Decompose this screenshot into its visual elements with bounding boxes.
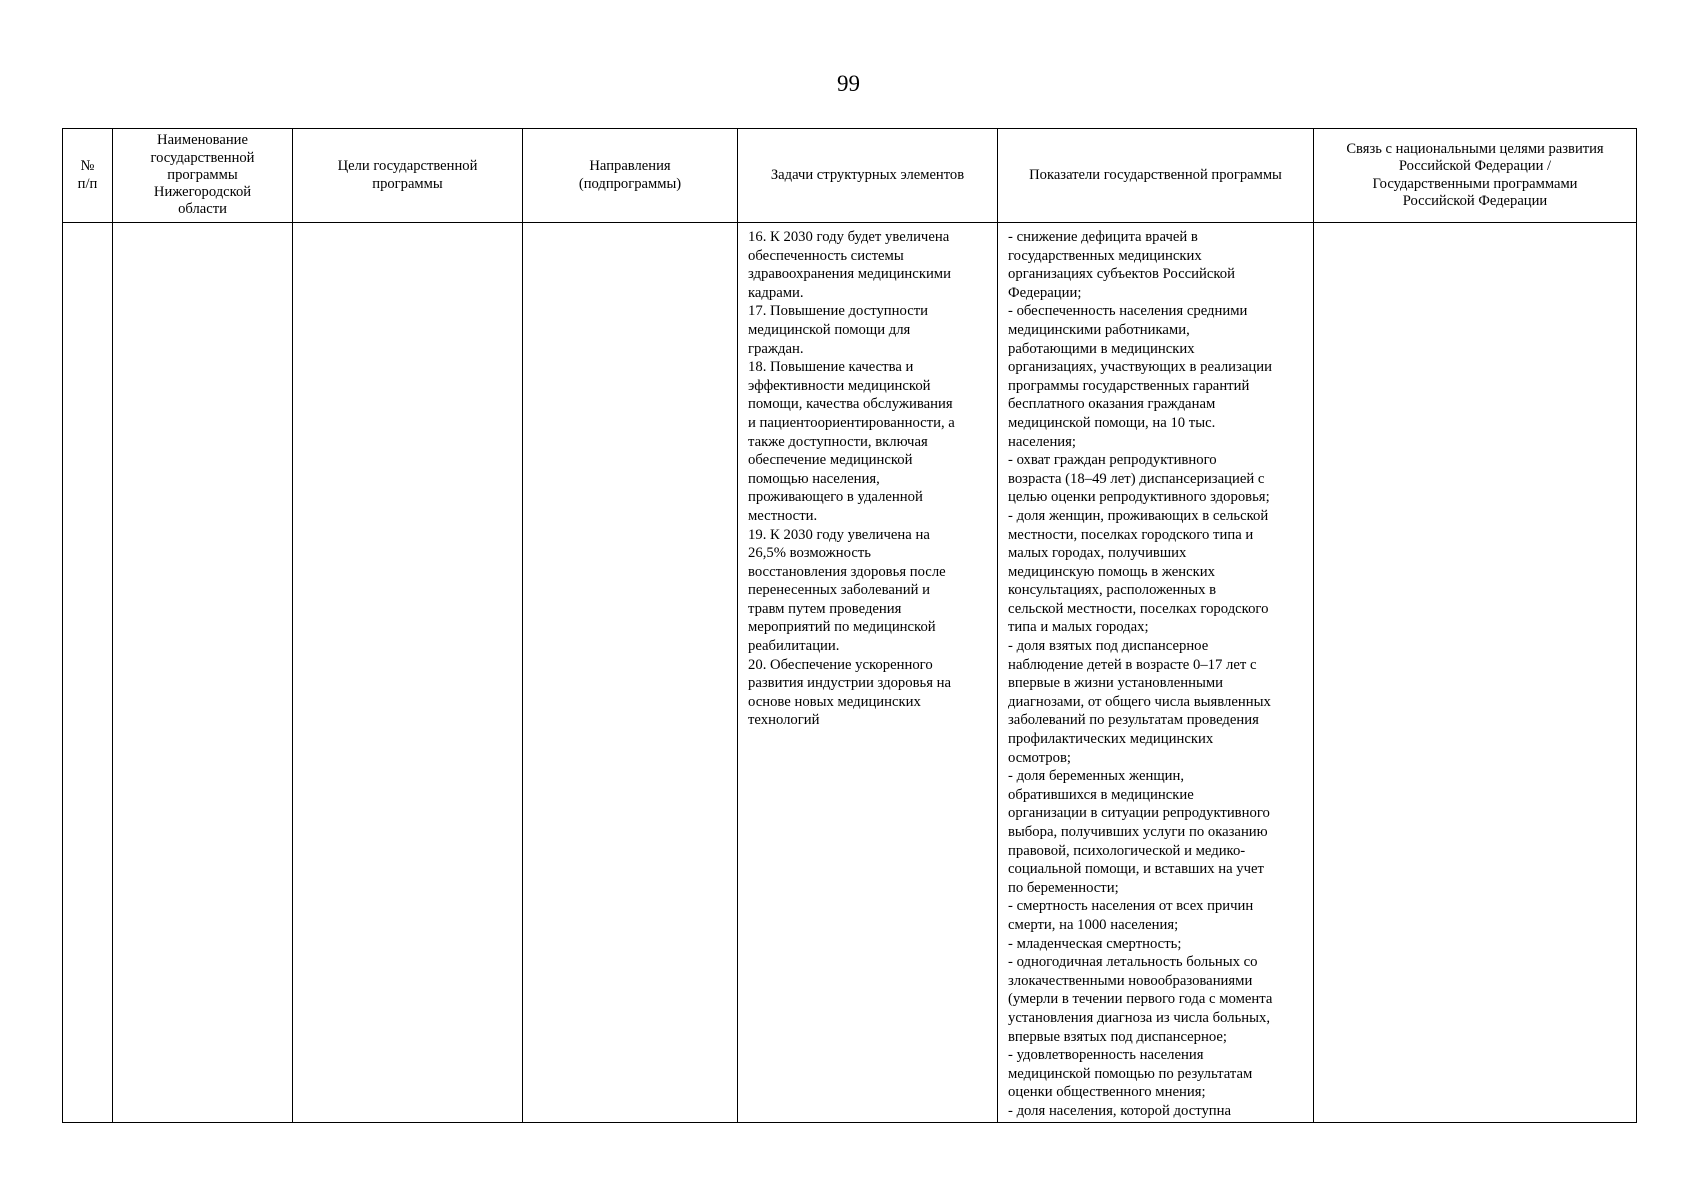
cell-national-goals: [1314, 223, 1637, 1123]
cell-number: [63, 223, 113, 1123]
page-number: 99: [837, 71, 860, 96]
header-tasks: Задачи структурных элементов: [738, 129, 998, 223]
cell-indicators: - снижение дефицита врачей в государственных медицинских организациях субъектов Российской Федерации; - обеспеченность населения средними медицинскими работниками, работающими в медицинских организациях, участвующих в реализации программы государственных гарантий бесплатного оказания гражданам медицинской помощи, на 10 тыс. населения; - охват граждан репродуктивного возраста (18–49 лет) диспансеризацией с целью оценки репродуктивного здоровья; - доля женщин, проживающих в сельской местности, поселках городского типа и малых городах, получивших медицинскую помощь в женских консультациях, расположенных в сельской местности, поселках городского типа и малых городах; - доля взятых под диспансерное наблюдение детей в возрасте 0–17 лет с впервые в жизни установленными диагнозами, от общего числа выявленных заболеваний по результатам проведения профилактических медицинских осмотров; - доля беременных женщин, обратившихся в медицинские организации в ситуации репродуктивного выбора, получивших услуги по оказанию правовой, психологической и медико- социальной помощи, и вставших на учет по беременности; - смертность населения от всех причин смерти, на 1000 населения; - младенческая смертность; - одногодичная летальность больных со злокачественными новообразованиями (умерли в течении первого года с момента установления диагноза из числа больных, впервые взятых под диспансерное; - удовлетворенность населения медицинской помощью по результатам оценки общественного мнения; - доля населения, которой доступна: [998, 223, 1314, 1123]
cell-program-name: [113, 223, 293, 1123]
header-number: № п/п: [63, 129, 113, 223]
header-program-name: Наименование государственной программы Нижегородской области: [113, 129, 293, 223]
header-goals: Цели государственной программы: [293, 129, 523, 223]
cell-tasks: 16. К 2030 году будет увеличена обеспеченность системы здравоохранения медицинскими кадрами. 17. Повышение доступности медицинской помощи для граждан. 18. Повышение качества и эффективности медицинской помощи, качества обслуживания и пациентоориентированности, а также доступности, включая обеспечение медицинской помощью населения, проживающего в удаленной местности. 19. К 2030 году увеличена на 26,5% возможность восстановления здоровья после перенесенных заболеваний и травм путем проведения мероприятий по медицинской реабилитации. 20. Обеспечение ускоренного развития индустрии здоровья на основе новых медицинских технологий: [738, 223, 998, 1123]
header-directions: Направления (подпрограммы): [523, 129, 738, 223]
header-row: [63, 129, 1637, 223]
table-row: [63, 223, 1637, 1123]
header-indicators: Показатели государственной программы: [998, 129, 1314, 223]
program-table: [62, 128, 1637, 1123]
cell-goals: [293, 223, 523, 1123]
cell-directions: [523, 223, 738, 1123]
header-national-goals: Связь с национальными целями развития Российской Федерации / Государственными программами Российской Федерации: [1314, 129, 1637, 223]
